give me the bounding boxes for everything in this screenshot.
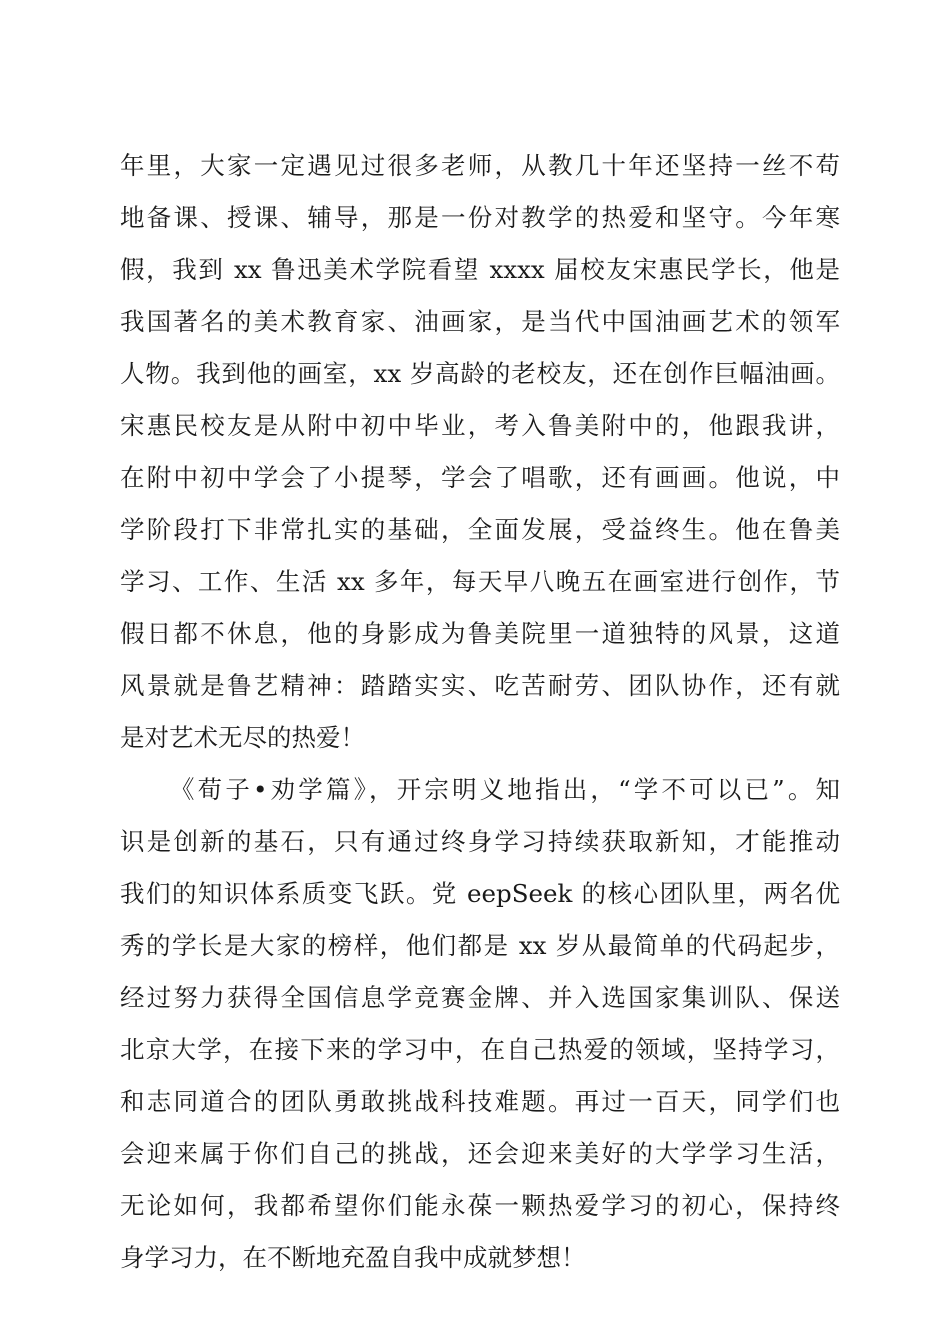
paragraph-1-line: 学阶段打下非常扎实的基础，全面发展，受益终生。他在鲁美 <box>120 515 840 544</box>
paragraph-2 <box>120 764 840 1284</box>
paragraph-2-line: 秀的学长是大家的榜样，他们都是 xx 岁从最简单的代码起步， <box>120 931 840 960</box>
paragraph-2-line: 我们的知识体系质变飞跃。党 eepSeek 的核心团队里，两名优 <box>120 879 840 908</box>
paragraph-2-line: 会迎来属于你们自己的挑战，还会迎来美好的大学学习生活， <box>120 1139 840 1168</box>
paragraph-1-line: 我国著名的美术教育家、油画家，是当代中国油画艺术的领军 <box>120 307 840 336</box>
paragraph-1-line: 是对艺术无尽的热爱！ <box>120 723 365 752</box>
paragraph-2-line: 身学习力，在不断地充盈自我中成就梦想！ <box>120 1243 586 1272</box>
paragraph-1-line: 在附中初中学会了小提琴，学会了唱歌，还有画画。他说，中 <box>120 463 840 492</box>
document-body <box>120 140 840 1284</box>
paragraph-1-line: 宋惠民校友是从附中初中毕业，考入鲁美附中的，他跟我讲， <box>120 411 840 440</box>
paragraph-2-line: 北京大学，在接下来的学习中，在自己热爱的领域，坚持学习， <box>120 1035 840 1064</box>
paragraph-2-line: 无论如何，我都希望你们能永葆一颗热爱学习的初心，保持终 <box>120 1191 840 1220</box>
paragraph-1-line: 人物。我到他的画室，xx 岁高龄的老校友，还在创作巨幅油画。 <box>120 359 840 388</box>
paragraph-1-line: 学习、工作、生活 xx 多年，每天早八晚五在画室进行创作，节 <box>120 567 840 596</box>
paragraph-2-line: 和志同道合的团队勇敢挑战科技难题。再过一百天，同学们也 <box>120 1087 840 1116</box>
paragraph-2-line: 识是创新的基石，只有通过终身学习持续获取新知，才能推动 <box>120 827 840 856</box>
paragraph-1-line: 地备课、授课、辅导，那是一份对教学的热爱和坚守。今年寒 <box>120 203 840 232</box>
paragraph-1-line: 假，我到 xx 鲁迅美术学院看望 xxxx 届校友宋惠民学长，他是 <box>120 255 840 284</box>
paragraph-1-line: 假日都不休息，他的身影成为鲁美院里一道独特的风景，这道 <box>120 619 840 648</box>
paragraph-1 <box>120 140 840 764</box>
paragraph-1-line: 年里，大家一定遇见过很多老师，从教几十年还坚持一丝不苟 <box>120 151 840 180</box>
paragraph-2-line: 《荀子•劝学篇》，开宗明义地指出，“学不可以已”。知 <box>170 775 840 804</box>
paragraph-1-line: 风景就是鲁艺精神：踏踏实实、吃苦耐劳、团队协作，还有就 <box>120 671 840 700</box>
paragraph-2-line: 经过努力获得全国信息学竞赛金牌、并入选国家集训队、保送 <box>120 983 840 1012</box>
